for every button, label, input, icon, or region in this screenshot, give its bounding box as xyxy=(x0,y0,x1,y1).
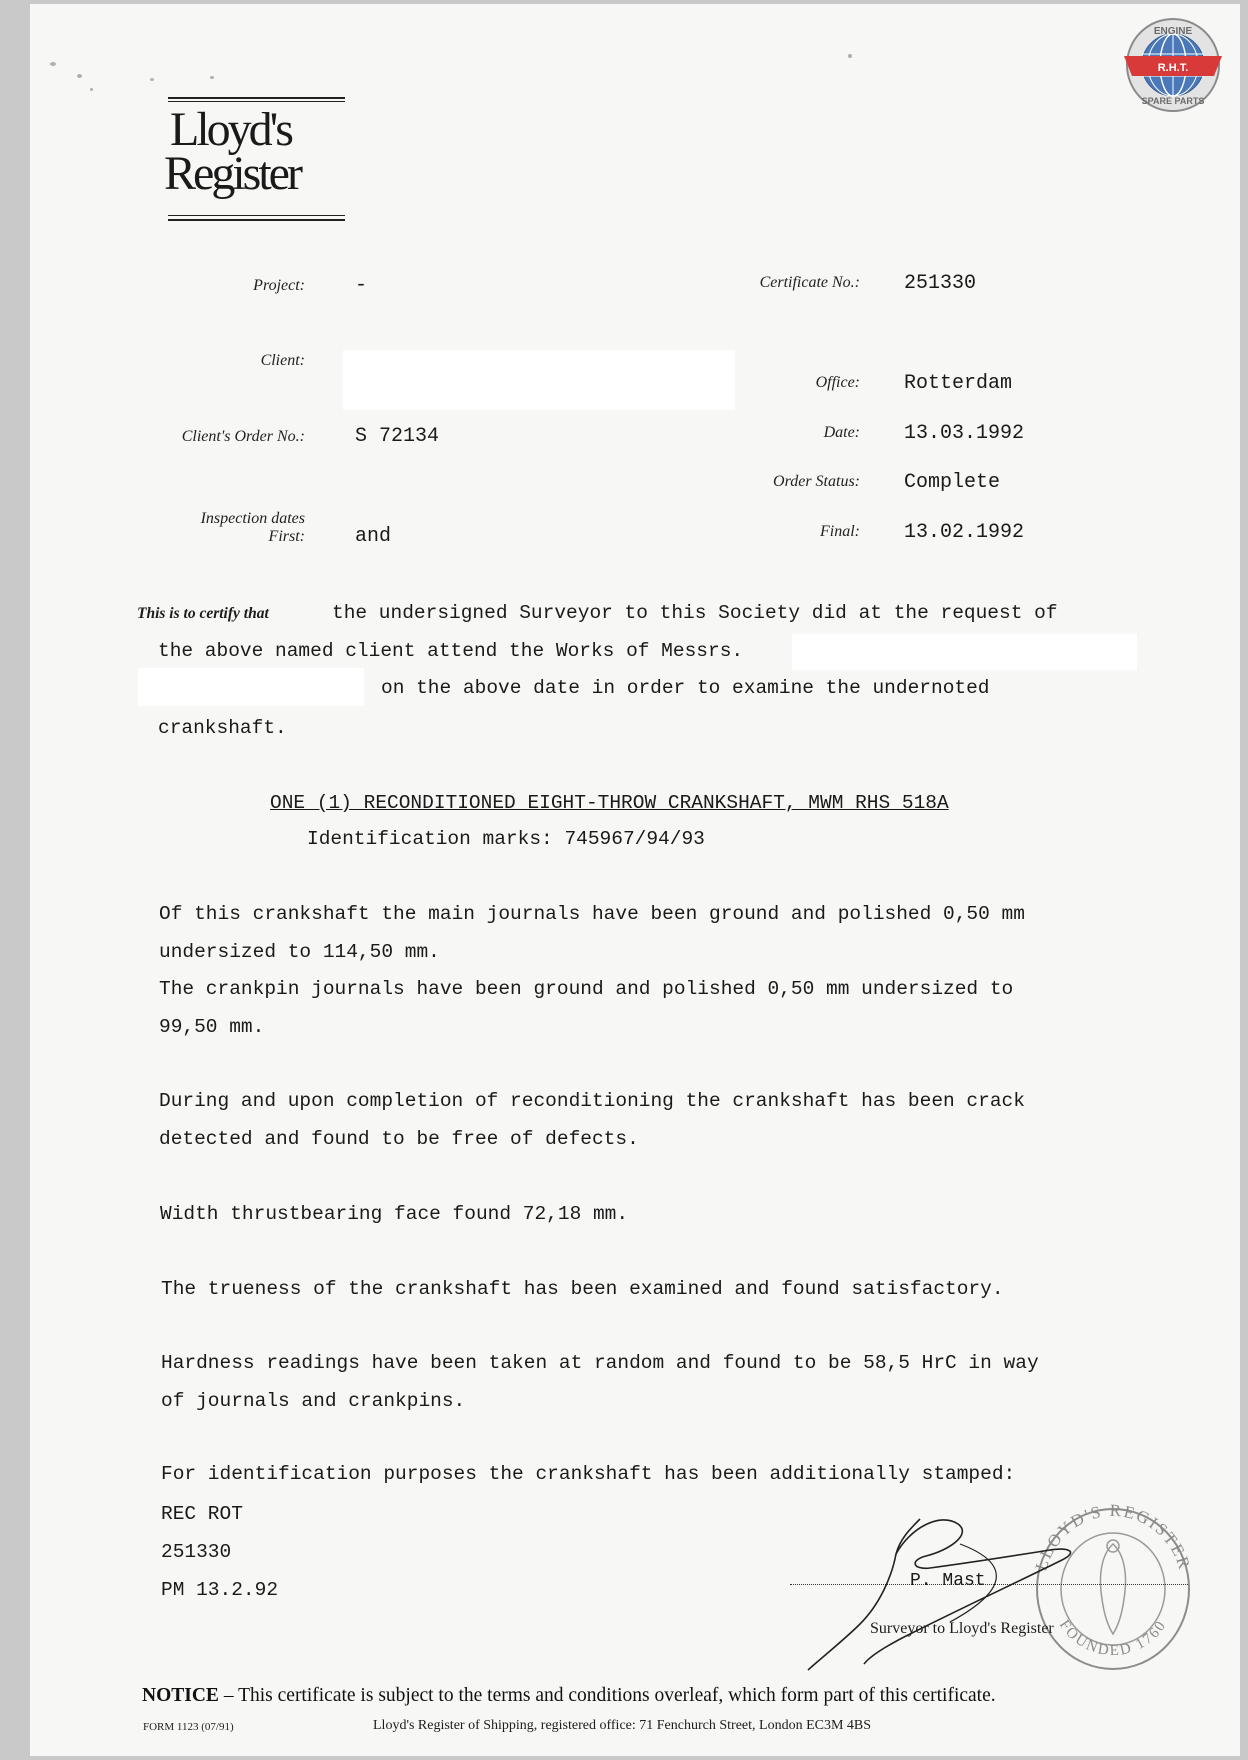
seal-bottom-text: FOUNDED 1760 xyxy=(1055,1617,1171,1660)
certify-line-1: the undersigned Surveyor to this Society did at the request of xyxy=(332,602,1058,624)
logo-text-line2: Register xyxy=(164,147,300,200)
final-value: 13.02.1992 xyxy=(904,521,1025,544)
body-line: Hardness readings have been taken at random and found to be 58,5 HrC in way xyxy=(161,1352,1039,1374)
body-line: of journals and crankpins. xyxy=(161,1390,466,1412)
office-value: Rotterdam xyxy=(904,372,1013,395)
stamp-center-text: R.H.T. xyxy=(1157,62,1189,74)
project-value: - xyxy=(355,274,368,297)
body-line: For identification purposes the crankshaft has been additionally stamped: xyxy=(161,1463,1016,1485)
registered-office: Lloyd's Register of Shipping, registered office: 71 Fenchurch Street, London EC3M 4BS xyxy=(373,1718,872,1733)
office-label: Office: xyxy=(815,374,860,391)
scan-smudge xyxy=(50,62,56,66)
identification-marks: Identification marks: 745967/94/93 xyxy=(307,828,705,850)
notice-text xyxy=(142,1685,996,1707)
rht-engine-spare-parts-stamp xyxy=(1124,16,1222,114)
scan-smudge xyxy=(210,76,214,79)
client-redaction xyxy=(343,350,735,410)
scan-smudge xyxy=(848,54,852,58)
body-line: The crankpin journals have been ground and polished 0,50 mm undersized to xyxy=(159,978,1014,1000)
first-label: First: xyxy=(268,528,305,545)
logo-text-line1: Lloyd's xyxy=(170,103,291,156)
first-value: and xyxy=(355,525,392,548)
date-value: 13.03.1992 xyxy=(904,422,1025,445)
seal-top-text: LLOYD'S REGISTER xyxy=(1032,1504,1194,1573)
body-line: Width thrustbearing face found 72,18 mm. xyxy=(160,1203,629,1225)
final-label: Final: xyxy=(820,523,860,540)
inspection-dates-label: Inspection dates xyxy=(200,510,305,527)
stamp-top-text: ENGINE xyxy=(1153,26,1193,37)
certificate-no-label: Certificate No.: xyxy=(759,274,860,291)
order-status-value: Complete xyxy=(904,471,1001,494)
stamp-line-2: 251330 xyxy=(161,1541,232,1563)
certificate-no-value: 251330 xyxy=(904,272,977,295)
certify-line-4: crankshaft. xyxy=(158,717,287,739)
body-line: undersized to 114,50 mm. xyxy=(159,941,440,963)
surveyor-name: P. Mast xyxy=(910,1571,986,1591)
order-status-label: Order Status: xyxy=(773,473,860,490)
client-label: Client: xyxy=(260,352,305,369)
stamp-line-3: PM 13.2.92 xyxy=(161,1579,279,1601)
client-order-label: Client's Order No.: xyxy=(181,428,305,445)
surveyor-title: Surveyor to Lloyd's Register xyxy=(870,1620,1054,1637)
messrs-redaction-2 xyxy=(138,668,364,706)
project-label: Project: xyxy=(253,277,305,294)
certificate-page xyxy=(30,4,1240,1756)
client-order-value: S 72134 xyxy=(355,425,440,448)
handwritten-signature xyxy=(800,1504,1180,1674)
item-title: ONE (1) RECONDITIONED EIGHT-THROW CRANKSHAFT, MWM RHS 518A xyxy=(270,792,949,814)
body-line: detected and found to be free of defects. xyxy=(159,1128,639,1150)
notice-label: NOTICE xyxy=(142,1685,219,1706)
scan-smudge xyxy=(150,78,154,81)
certify-line-2: the above named client attend the Works of Messrs. xyxy=(158,640,744,662)
body-line: 99,50 mm. xyxy=(159,1016,265,1038)
certify-line-3: on the above date in order to examine the undernoted xyxy=(381,677,990,699)
body-line: The trueness of the crankshaft has been examined and found satisfactory. xyxy=(161,1278,1004,1300)
messrs-redaction-1 xyxy=(792,634,1137,670)
scan-smudge xyxy=(77,74,82,78)
body-line: During and upon completion of reconditioning the crankshaft has been crack xyxy=(159,1090,1025,1112)
certify-lead: This is to certify that xyxy=(137,605,269,622)
form-number: FORM 1123 (07/91) xyxy=(143,1721,234,1733)
body-line: Of this crankshaft the main journals have been ground and polished 0,50 mm xyxy=(159,903,1025,925)
notice-body: – This certificate is subject to the terms and conditions overleaf, which form part of this certificate. xyxy=(218,1685,996,1706)
scan-smudge xyxy=(90,88,93,91)
stamp-line-1: REC ROT xyxy=(161,1503,243,1525)
stamp-bottom-text: SPARE PARTS xyxy=(1141,96,1205,106)
date-label: Date: xyxy=(823,424,860,441)
